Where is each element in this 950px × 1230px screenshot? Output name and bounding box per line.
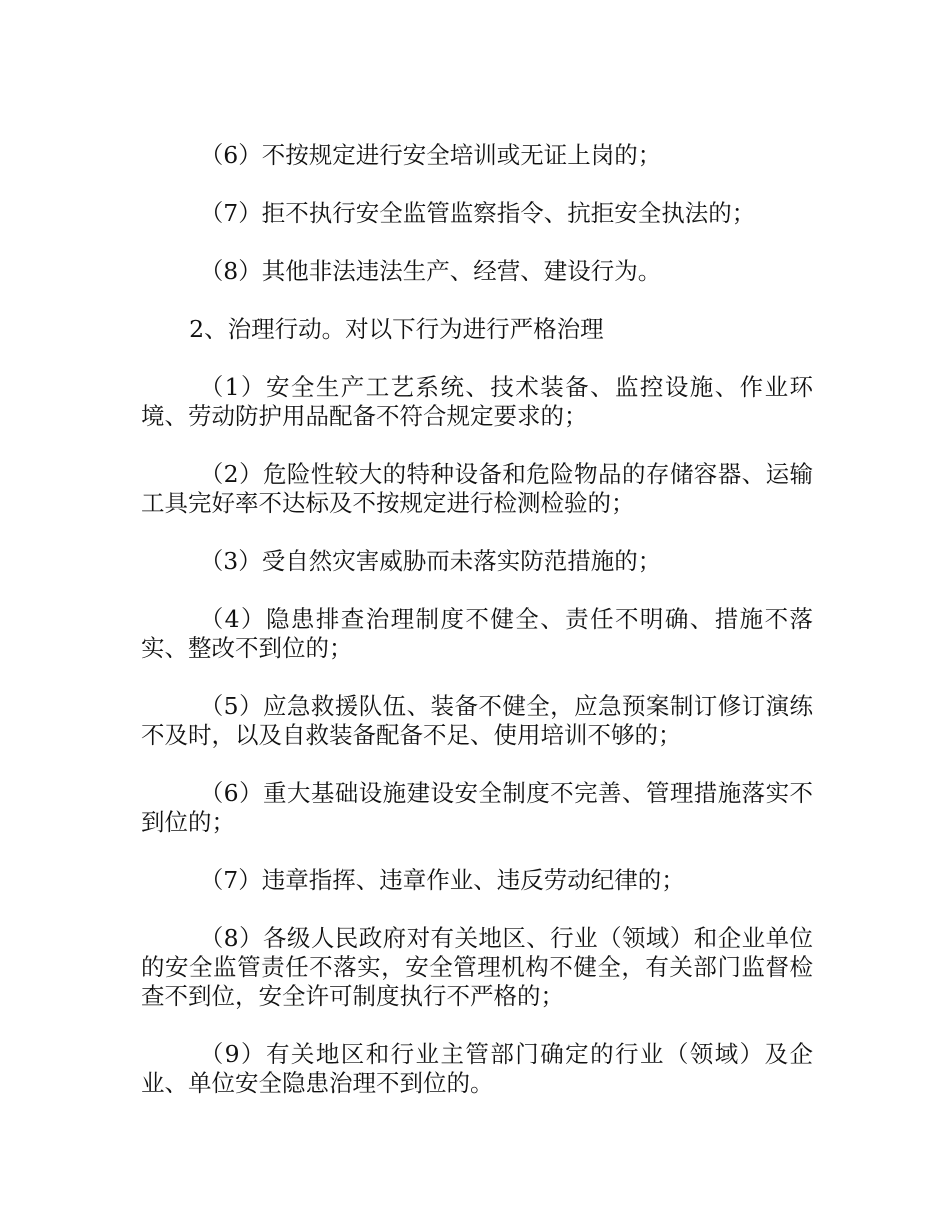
- document-body: [141, 141, 813, 1127]
- list-item: （8）其他非法违法生产、经营、建设行为。: [199, 257, 662, 285]
- list-item: （6）重大基础设施建设安全制度不完善、管理措施落实不到位的；: [141, 779, 813, 836]
- list-item: （9）有关地区和行业主管部门确定的行业（领域）及企业、单位安全隐患治理不到位的。: [141, 1040, 813, 1097]
- list-item: （2）危险性较大的特种设备和危险物品的存储容器、运输工具完好率不达标及不按规定进行检测检验的；: [141, 460, 813, 517]
- list-item: （3）受自然灾害威胁而未落实防范措施的；: [199, 547, 662, 575]
- list-item: （1）安全生产工艺系统、技术装备、监控设施、作业环境、劳动防护用品配备不符合规定要求的；: [141, 373, 813, 430]
- list-item: （4）隐患排查治理制度不健全、责任不明确、措施不落实、整改不到位的；: [141, 605, 813, 662]
- list-item: （8）各级人民政府对有关地区、行业（领域）和企业单位的安全监管责任不落实，安全管理机构不健全，有关部门监督检查不到位，安全许可制度执行不严格的；: [141, 924, 813, 1010]
- list-item: （5）应急救援队伍、装备不健全，应急预案制订修订演练不及时，以及自救装备配备不足、使用培训不够的；: [141, 692, 813, 749]
- section-heading: 2、治理行动。对以下行为进行严格治理: [189, 315, 604, 343]
- list-item: （7）拒不执行安全监管监察指令、抗拒安全执法的；: [199, 199, 756, 227]
- list-item: （7）违章指挥、违章作业、违反劳动纪律的；: [199, 866, 685, 894]
- list-item: （6）不按规定进行安全培训或无证上岗的；: [199, 141, 662, 169]
